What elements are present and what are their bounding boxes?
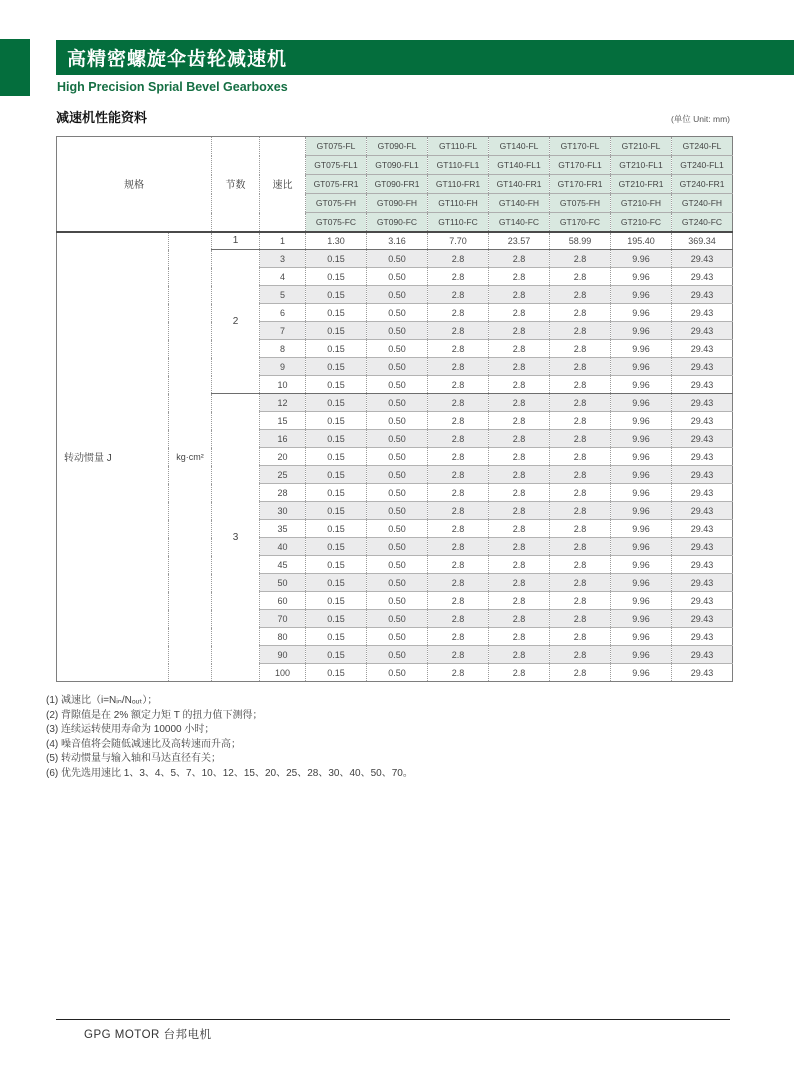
value-cell: 0.15: [306, 322, 367, 340]
value-cell: 2.8: [489, 484, 550, 502]
model-header-cell: GT210-FH: [611, 194, 672, 213]
value-cell: 2.8: [550, 322, 611, 340]
value-cell: 29.43: [672, 304, 733, 322]
value-cell: 0.15: [306, 628, 367, 646]
spec-label: 转动惯量 J: [57, 232, 169, 682]
value-cell: 9.96: [611, 484, 672, 502]
value-cell: 29.43: [672, 448, 733, 466]
value-cell: 369.34: [672, 232, 733, 250]
value-cell: 0.50: [367, 322, 428, 340]
value-cell: 2.8: [428, 304, 489, 322]
value-cell: 0.50: [367, 304, 428, 322]
model-header-cell: GT075-FL1: [306, 156, 367, 175]
value-cell: 0.15: [306, 592, 367, 610]
value-cell: 0.50: [367, 592, 428, 610]
value-cell: 2.8: [550, 592, 611, 610]
ratio-cell: 45: [260, 556, 306, 574]
value-cell: 0.50: [367, 610, 428, 628]
ratio-cell: 20: [260, 448, 306, 466]
model-header-cell: GT075-FH: [550, 194, 611, 213]
value-cell: 29.43: [672, 340, 733, 358]
section-title: 减速机性能资料: [56, 110, 148, 125]
value-cell: 0.15: [306, 286, 367, 304]
value-cell: 2.8: [489, 286, 550, 304]
value-cell: 2.8: [428, 520, 489, 538]
ratio-cell: 50: [260, 574, 306, 592]
model-header-cell: GT090-FR1: [367, 175, 428, 194]
value-cell: 2.8: [489, 268, 550, 286]
value-cell: 9.96: [611, 610, 672, 628]
value-cell: 9.96: [611, 358, 672, 376]
value-cell: 0.15: [306, 412, 367, 430]
value-cell: 0.50: [367, 412, 428, 430]
value-cell: 2.8: [428, 466, 489, 484]
value-cell: 0.15: [306, 376, 367, 394]
value-cell: 2.8: [428, 250, 489, 268]
value-cell: 9.96: [611, 646, 672, 664]
value-cell: 2.8: [550, 250, 611, 268]
value-cell: 0.15: [306, 358, 367, 376]
table-head: [57, 137, 733, 232]
value-cell: 9.96: [611, 250, 672, 268]
model-header-cell: GT090-FC: [367, 213, 428, 232]
value-cell: 9.96: [611, 664, 672, 682]
value-cell: 2.8: [489, 322, 550, 340]
value-cell: 29.43: [672, 574, 733, 592]
ratio-cell: 30: [260, 502, 306, 520]
value-cell: 2.8: [489, 610, 550, 628]
value-cell: 2.8: [550, 556, 611, 574]
value-cell: 29.43: [672, 430, 733, 448]
value-cell: 29.43: [672, 646, 733, 664]
ratio-cell: 90: [260, 646, 306, 664]
ratio-cell: 4: [260, 268, 306, 286]
footnote-line: (5) 转动惯量与输入轴和马达直径有关；: [46, 753, 221, 765]
model-header-cell: GT140-FC: [489, 213, 550, 232]
value-cell: 0.15: [306, 340, 367, 358]
value-cell: 29.43: [672, 394, 733, 412]
value-cell: 9.96: [611, 268, 672, 286]
ratio-cell: 8: [260, 340, 306, 358]
value-cell: 2.8: [428, 448, 489, 466]
value-cell: 29.43: [672, 322, 733, 340]
model-header-cell: GT110-FC: [428, 213, 489, 232]
value-cell: 2.8: [550, 430, 611, 448]
value-cell: 2.8: [489, 592, 550, 610]
ratio-cell: 1: [260, 232, 306, 250]
value-cell: 2.8: [550, 538, 611, 556]
page-subtitle: High Precision Sprial Bevel Gearboxes: [57, 80, 288, 94]
value-cell: 2.8: [428, 340, 489, 358]
ratio-cell: 16: [260, 430, 306, 448]
ratio-cell: 15: [260, 412, 306, 430]
footnote-line: (4) 噪音值将会随低减速比及高转速而升高；: [46, 738, 241, 750]
value-cell: 9.96: [611, 556, 672, 574]
value-cell: 2.8: [489, 412, 550, 430]
performance-table: [56, 136, 733, 682]
value-cell: 2.8: [489, 556, 550, 574]
value-cell: 9.96: [611, 502, 672, 520]
ratio-cell: 28: [260, 484, 306, 502]
value-cell: 0.50: [367, 394, 428, 412]
unit-note: (单位 Unit: mm): [670, 114, 730, 124]
value-cell: 9.96: [611, 412, 672, 430]
value-cell: 2.8: [550, 358, 611, 376]
model-header-row: [57, 137, 733, 156]
value-cell: 9.96: [611, 394, 672, 412]
value-cell: 9.96: [611, 430, 672, 448]
table-row: [57, 232, 733, 250]
value-cell: 2.8: [550, 664, 611, 682]
ratio-cell: 3: [260, 250, 306, 268]
value-cell: 29.43: [672, 484, 733, 502]
ratio-cell: 9: [260, 358, 306, 376]
model-header-cell: GT075-FL: [306, 137, 367, 156]
value-cell: 9.96: [611, 286, 672, 304]
value-cell: 2.8: [550, 394, 611, 412]
value-cell: 2.8: [550, 466, 611, 484]
model-header-cell: GT075-FH: [306, 194, 367, 213]
value-cell: 2.8: [489, 340, 550, 358]
model-header-cell: GT170-FR1: [550, 175, 611, 194]
value-cell: 2.8: [428, 592, 489, 610]
value-cell: 0.50: [367, 340, 428, 358]
value-cell: 2.8: [489, 376, 550, 394]
value-cell: 2.8: [428, 430, 489, 448]
value-cell: 0.15: [306, 466, 367, 484]
value-cell: 9.96: [611, 466, 672, 484]
value-cell: 0.15: [306, 664, 367, 682]
model-header-cell: GT110-FL1: [428, 156, 489, 175]
footnote-line: (1) 减速比（i=Nᵢₙ/Nₒᵤₜ）；: [46, 695, 158, 706]
value-cell: 29.43: [672, 376, 733, 394]
model-header-cell: GT170-FC: [550, 213, 611, 232]
value-cell: 2.8: [550, 340, 611, 358]
value-cell: 29.43: [672, 502, 733, 520]
value-cell: 9.96: [611, 592, 672, 610]
value-cell: 2.8: [550, 268, 611, 286]
value-cell: 2.8: [550, 628, 611, 646]
ratio-cell: 35: [260, 520, 306, 538]
value-cell: 2.8: [428, 286, 489, 304]
value-cell: 2.8: [428, 412, 489, 430]
model-header-cell: GT090-FH: [367, 194, 428, 213]
value-cell: 195.40: [611, 232, 672, 250]
value-cell: 2.8: [550, 286, 611, 304]
value-cell: 0.50: [367, 250, 428, 268]
value-cell: 29.43: [672, 610, 733, 628]
model-header-cell: GT110-FL: [428, 137, 489, 156]
model-header-cell: GT075-FR1: [306, 175, 367, 194]
model-header-cell: GT240-FL1: [672, 156, 733, 175]
value-cell: 29.43: [672, 556, 733, 574]
value-cell: 2.8: [489, 394, 550, 412]
section-header-row: [56, 107, 730, 126]
model-header-cell: GT240-FL: [672, 137, 733, 156]
value-cell: 0.15: [306, 448, 367, 466]
value-cell: 0.50: [367, 466, 428, 484]
value-cell: 29.43: [672, 520, 733, 538]
ratio-cell: 60: [260, 592, 306, 610]
value-cell: 29.43: [672, 628, 733, 646]
value-cell: 0.15: [306, 520, 367, 538]
ratio-cell: 7: [260, 322, 306, 340]
value-cell: 0.15: [306, 268, 367, 286]
brand-accent-block: [0, 39, 30, 96]
ratio-cell: 10: [260, 376, 306, 394]
value-cell: 2.8: [489, 430, 550, 448]
value-cell: 7.70: [428, 232, 489, 250]
value-cell: 58.99: [550, 232, 611, 250]
footnotes: [46, 694, 413, 782]
value-cell: 9.96: [611, 520, 672, 538]
spec-unit: kg·cm²: [169, 232, 212, 682]
ratio-cell: 70: [260, 610, 306, 628]
value-cell: 2.8: [428, 628, 489, 646]
ratio-cell: 80: [260, 628, 306, 646]
value-cell: 0.15: [306, 250, 367, 268]
value-cell: 0.15: [306, 556, 367, 574]
model-header-cell: GT240-FR1: [672, 175, 733, 194]
value-cell: 2.8: [428, 664, 489, 682]
value-cell: 2.8: [489, 628, 550, 646]
model-header-cell: GT210-FC: [611, 213, 672, 232]
value-cell: 2.8: [428, 646, 489, 664]
model-header-cell: GT140-FR1: [489, 175, 550, 194]
value-cell: 3.16: [367, 232, 428, 250]
model-header-cell: GT240-FC: [672, 213, 733, 232]
ratio-cell: 6: [260, 304, 306, 322]
value-cell: 0.15: [306, 646, 367, 664]
value-cell: 2.8: [550, 484, 611, 502]
spec-header: 规格: [57, 137, 212, 232]
value-cell: 2.8: [550, 520, 611, 538]
model-header-cell: GT090-FL: [367, 137, 428, 156]
value-cell: 2.8: [428, 376, 489, 394]
value-cell: 2.8: [428, 502, 489, 520]
value-cell: 9.96: [611, 448, 672, 466]
value-cell: 2.8: [489, 520, 550, 538]
footer-brand: GPG MOTOR 台邦电机: [84, 1029, 212, 1041]
footnote-line: (2) 背隙值是在 2% 额定力矩 T 的扭力值下测得；: [46, 709, 263, 721]
value-cell: 0.50: [367, 520, 428, 538]
footer-rule: [56, 1019, 730, 1020]
value-cell: 2.8: [489, 304, 550, 322]
stage-cell: 3: [212, 394, 260, 682]
ratio-cell: 100: [260, 664, 306, 682]
model-header-cell: GT110-FR1: [428, 175, 489, 194]
value-cell: 29.43: [672, 592, 733, 610]
model-header-cell: GT210-FL1: [611, 156, 672, 175]
table-body: [57, 232, 733, 682]
stage-header: 节数: [212, 137, 260, 232]
value-cell: 0.50: [367, 628, 428, 646]
value-cell: 9.96: [611, 340, 672, 358]
model-header-cell: GT090-FL1: [367, 156, 428, 175]
value-cell: 2.8: [550, 646, 611, 664]
value-cell: 2.8: [489, 250, 550, 268]
value-cell: 29.43: [672, 412, 733, 430]
value-cell: 9.96: [611, 538, 672, 556]
value-cell: 2.8: [428, 610, 489, 628]
page-title: 高精密螺旋伞齿轮减速机: [67, 49, 288, 70]
value-cell: 2.8: [428, 322, 489, 340]
value-cell: 2.8: [550, 502, 611, 520]
model-header-cell: GT140-FL: [489, 137, 550, 156]
value-cell: 0.15: [306, 430, 367, 448]
ratio-cell: 40: [260, 538, 306, 556]
value-cell: 0.15: [306, 304, 367, 322]
value-cell: 29.43: [672, 664, 733, 682]
value-cell: 0.50: [367, 358, 428, 376]
value-cell: 2.8: [550, 610, 611, 628]
value-cell: 2.8: [428, 556, 489, 574]
model-header-cell: GT170-FL: [550, 137, 611, 156]
value-cell: 29.43: [672, 538, 733, 556]
value-cell: 2.8: [550, 412, 611, 430]
value-cell: 29.43: [672, 466, 733, 484]
page-title-bar: [56, 40, 794, 75]
model-header-cell: GT075-FC: [306, 213, 367, 232]
value-cell: 23.57: [489, 232, 550, 250]
value-cell: 29.43: [672, 250, 733, 268]
value-cell: 0.15: [306, 610, 367, 628]
value-cell: 2.8: [428, 538, 489, 556]
ratio-cell: 12: [260, 394, 306, 412]
value-cell: 2.8: [550, 574, 611, 592]
value-cell: 0.50: [367, 538, 428, 556]
model-header-cell: GT210-FL: [611, 137, 672, 156]
value-cell: 2.8: [428, 484, 489, 502]
model-header-cell: GT240-FH: [672, 194, 733, 213]
model-header-cell: GT210-FR1: [611, 175, 672, 194]
value-cell: 9.96: [611, 322, 672, 340]
value-cell: 9.96: [611, 574, 672, 592]
value-cell: 9.96: [611, 628, 672, 646]
value-cell: 2.8: [489, 664, 550, 682]
value-cell: 1.30: [306, 232, 367, 250]
value-cell: 0.50: [367, 448, 428, 466]
value-cell: 2.8: [489, 646, 550, 664]
stage-cell: 1: [212, 232, 260, 250]
footnote-line: (6) 优先选用速比 1、3、4、5、7、10、12、15、20、25、28、30、40、50、70。: [46, 767, 413, 779]
value-cell: 0.15: [306, 574, 367, 592]
model-header-cell: GT170-FL1: [550, 156, 611, 175]
value-cell: 2.8: [428, 394, 489, 412]
value-cell: 2.8: [489, 574, 550, 592]
value-cell: 2.8: [489, 538, 550, 556]
value-cell: 2.8: [489, 502, 550, 520]
ratio-cell: 25: [260, 466, 306, 484]
value-cell: 9.96: [611, 304, 672, 322]
value-cell: 2.8: [550, 376, 611, 394]
value-cell: 2.8: [489, 466, 550, 484]
value-cell: 0.50: [367, 556, 428, 574]
footnote-line: (3) 连续运转使用寿命为 10000 小时；: [46, 724, 215, 736]
value-cell: 2.8: [550, 304, 611, 322]
value-cell: 2.8: [550, 448, 611, 466]
stage-cell: 2: [212, 250, 260, 394]
ratio-header: 速比: [260, 137, 306, 232]
value-cell: 9.96: [611, 376, 672, 394]
value-cell: 0.50: [367, 484, 428, 502]
model-header-cell: GT140-FL1: [489, 156, 550, 175]
value-cell: 0.50: [367, 574, 428, 592]
value-cell: 2.8: [428, 358, 489, 376]
value-cell: 0.15: [306, 538, 367, 556]
model-header-cell: GT140-FH: [489, 194, 550, 213]
value-cell: 0.50: [367, 502, 428, 520]
value-cell: 0.15: [306, 394, 367, 412]
value-cell: 0.50: [367, 430, 428, 448]
value-cell: 0.50: [367, 646, 428, 664]
value-cell: 2.8: [428, 268, 489, 286]
value-cell: 0.50: [367, 268, 428, 286]
value-cell: 2.8: [489, 358, 550, 376]
model-header-cell: GT110-FH: [428, 194, 489, 213]
value-cell: 29.43: [672, 268, 733, 286]
value-cell: 0.50: [367, 286, 428, 304]
ratio-cell: 5: [260, 286, 306, 304]
value-cell: 0.50: [367, 376, 428, 394]
value-cell: 0.15: [306, 502, 367, 520]
value-cell: 29.43: [672, 358, 733, 376]
value-cell: 2.8: [489, 448, 550, 466]
value-cell: 2.8: [428, 574, 489, 592]
value-cell: 0.50: [367, 664, 428, 682]
value-cell: 0.15: [306, 484, 367, 502]
value-cell: 29.43: [672, 286, 733, 304]
